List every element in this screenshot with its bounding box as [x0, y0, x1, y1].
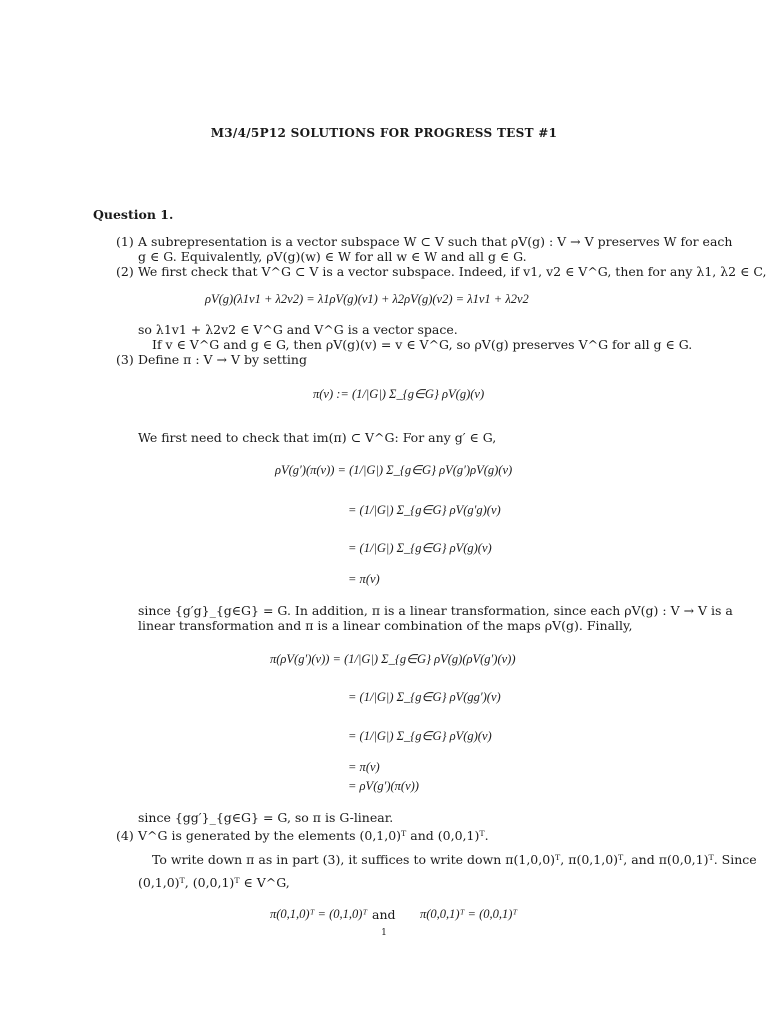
item-4-equation-a: π(0,1,0)ᵀ = (0,1,0)ᵀ [270, 907, 368, 921]
item-4-equation-b: π(0,0,1)ᵀ = (0,0,1)ᵀ [420, 907, 518, 921]
item-2-line-c: If v ∈ V^G and g ∈ G, then ρV(g)(v) = v ∈ V^G, so ρV(g) preserves V^G for all g ∈ G. [152, 337, 693, 352]
item-4-and: and [372, 907, 396, 922]
item-number-1: (1) [116, 234, 134, 249]
item-3-line-a: Define π : V → V by setting [138, 352, 307, 367]
document-title: M3/4/5P12 SOLUTIONS FOR PROGRESS TEST #1 [210, 126, 558, 140]
image-check-line-1: ρV(g′)(π(v)) = (1/|G|) Σ_{g∈G} ρV(g′)ρV(g)(v) [275, 463, 513, 477]
linearity-line-2: = (1/|G|) Σ_{g∈G} ρV(gg′)(v) [348, 690, 501, 704]
item-1-line-a: A subrepresentation is a vector subspace W ⊂ V such that ρV(g) : V → V preserves W for each [138, 234, 733, 249]
image-check-line-4: = π(v) [348, 572, 380, 586]
item-2-equation: ρV(g)(λ1v1 + λ2v2) = λ1ρV(g)(v1) + λ2ρV(g)(v2) = λ1v1 + λ2v2 [205, 292, 529, 306]
question-heading: Question 1. [93, 207, 174, 222]
image-check-line-2: = (1/|G|) Σ_{g∈G} ρV(g′g)(v) [348, 503, 501, 517]
item-3-line-c: since {g′g}_{g∈G} = G. In addition, π is a linear transformation, since each ρV(g) : V → V is a [138, 603, 733, 618]
item-4-line-b: To write down π as in part (3), it suffices to write down π(1,0,0)ᵀ, π(0,1,0)ᵀ, and π(0,0,1)ᵀ. Since [152, 852, 757, 867]
item-number-2: (2) [116, 264, 134, 279]
page-number: 1 [381, 928, 387, 938]
linearity-line-1: π(ρV(g′)(v)) = (1/|G|) Σ_{g∈G} ρV(g)(ρV(g′)(v)) [270, 652, 516, 666]
projection-definition: π(v) := (1/|G|) Σ_{g∈G} ρV(g)(v) [313, 387, 485, 401]
item-2-line-a: We first check that V^G ⊂ V is a vector subspace. Indeed, if v1, v2 ∈ V^G, then for any λ1, λ2 ∈ C, [138, 264, 767, 279]
image-check-line-3: = (1/|G|) Σ_{g∈G} ρV(g)(v) [348, 541, 492, 555]
item-2-line-b: so λ1v1 + λ2v2 ∈ V^G and V^G is a vector space. [138, 322, 458, 337]
item-number-4: (4) [116, 828, 134, 843]
item-number-3: (3) [116, 352, 134, 367]
item-4-line-c: (0,1,0)ᵀ, (0,0,1)ᵀ ∈ V^G, [138, 875, 290, 890]
item-4-line-a: V^G is generated by the elements (0,1,0)ᵀ and (0,0,1)ᵀ. [138, 828, 489, 843]
item-1-line-b: g ∈ G. Equivalently, ρV(g)(w) ∈ W for all w ∈ W and all g ∈ G. [138, 249, 527, 264]
item-3-line-b: We first need to check that im(π) ⊂ V^G: For any g′ ∈ G, [138, 430, 497, 445]
item-3-line-e: since {gg′}_{g∈G} = G, so π is G-linear. [138, 810, 394, 825]
linearity-line-5: = ρV(g′)(π(v)) [348, 779, 419, 793]
item-3-line-d: linear transformation and π is a linear combination of the maps ρV(g). Finally, [138, 618, 633, 633]
linearity-line-4: = π(v) [348, 760, 380, 774]
linearity-line-3: = (1/|G|) Σ_{g∈G} ρV(g)(v) [348, 729, 492, 743]
